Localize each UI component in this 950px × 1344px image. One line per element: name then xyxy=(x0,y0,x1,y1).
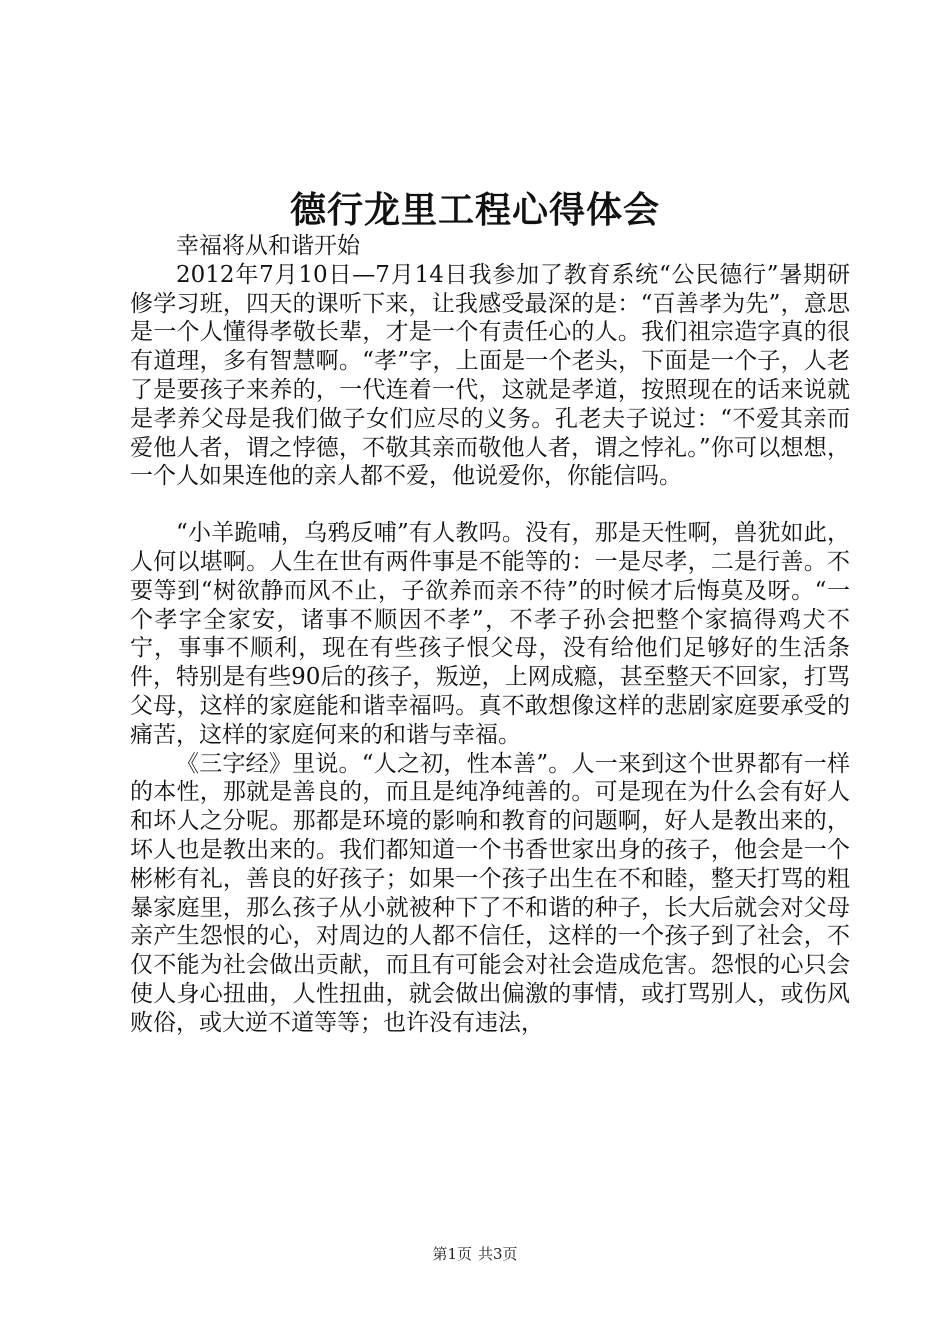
page-footer xyxy=(0,1244,950,1264)
paragraph-gap xyxy=(130,491,850,519)
paragraph-2: “小羊跪哺，乌鸦反哺”有人教吗。没有，那是天性啊，兽犹如此，人何以堪啊。人生在世有两件事是不能等的：一是尽孝，二是行善。不要等到“树欲静而风不止，子欲养而亲不待”的时候才后悔莫及呀。“一个孝字全家安，诸事不顺因不孝”，不孝子孙会把整个家搞得鸡犬不宁，事事不顺利，现在有些孩子恨父母，没有给他们足够好的生活条件，特别是有些90后的孩子，叛逆，上网成瘾，甚至整天不回家，打骂父母，这样的家庭能和谐幸福吗。真不敢想像这样的悲剧家庭要承受的痛苦，这样的家庭何来的和谐与幸福。 xyxy=(130,520,850,748)
page-number: 第1页 xyxy=(432,1245,472,1263)
document-title: 德行龙里工程心得体会 xyxy=(289,189,660,231)
subtitle-line: 幸福将从和谐开始 xyxy=(176,233,360,259)
page-total: 共3页 xyxy=(478,1245,518,1263)
document-body xyxy=(130,232,850,1038)
paragraph-3: 《三字经》里说。“人之初，性本善”。人一来到这个世界都有一样的本性，那就是善良的，而且是纯净纯善的。可是现在为什么会有好人和坏人之分呢。那都是环境的影响和教育的问题啊，好人是教出来的，坏人也是教出来的。我们都知道一个书香世家出身的孩子，他会是一个彬彬有礼，善良的好孩子；如果一个孩子出生在不和睦，整天打骂的粗暴家庭里，那么孩子从小就被种下了不和谐的种子，长大后就会对父母亲产生怨恨的心，对周边的人都不信任，这样的一个孩子到了社会，不仅不能为社会做出贡献，而且有可能会对社会造成危害。怨恨的心只会使人身心扭曲，人性扭曲，就会做出偏激的事情，或打骂别人，或伤风败俗，或大逆不道等等；也许没有违法， xyxy=(130,750,850,1036)
paragraph-1: 2012年7月10日—7月14日我参加了教育系统“公民德行”暑期研修学习班，四天的课听下来，让我感受最深的是：“百善孝为先”，意思是一个人懂得孝敬长辈，才是一个有责任心的人。我们祖宗造字真的很有道理，多有智慧啊。“孝”字，上面是一个老头，下面是一个子，人老了是要孩子来养的，一代连着一代，这就是孝道，按照现在的话来说就是孝养父母是我们做子女们应尽的义务。孔老夫子说过：“不爱其亲而爱他人者，谓之悖德，不敬其亲而敬他人者，谓之悖礼。”你可以想想，一个人如果连他的亲人都不爱，他说爱你，你能信吗。 xyxy=(130,261,850,490)
